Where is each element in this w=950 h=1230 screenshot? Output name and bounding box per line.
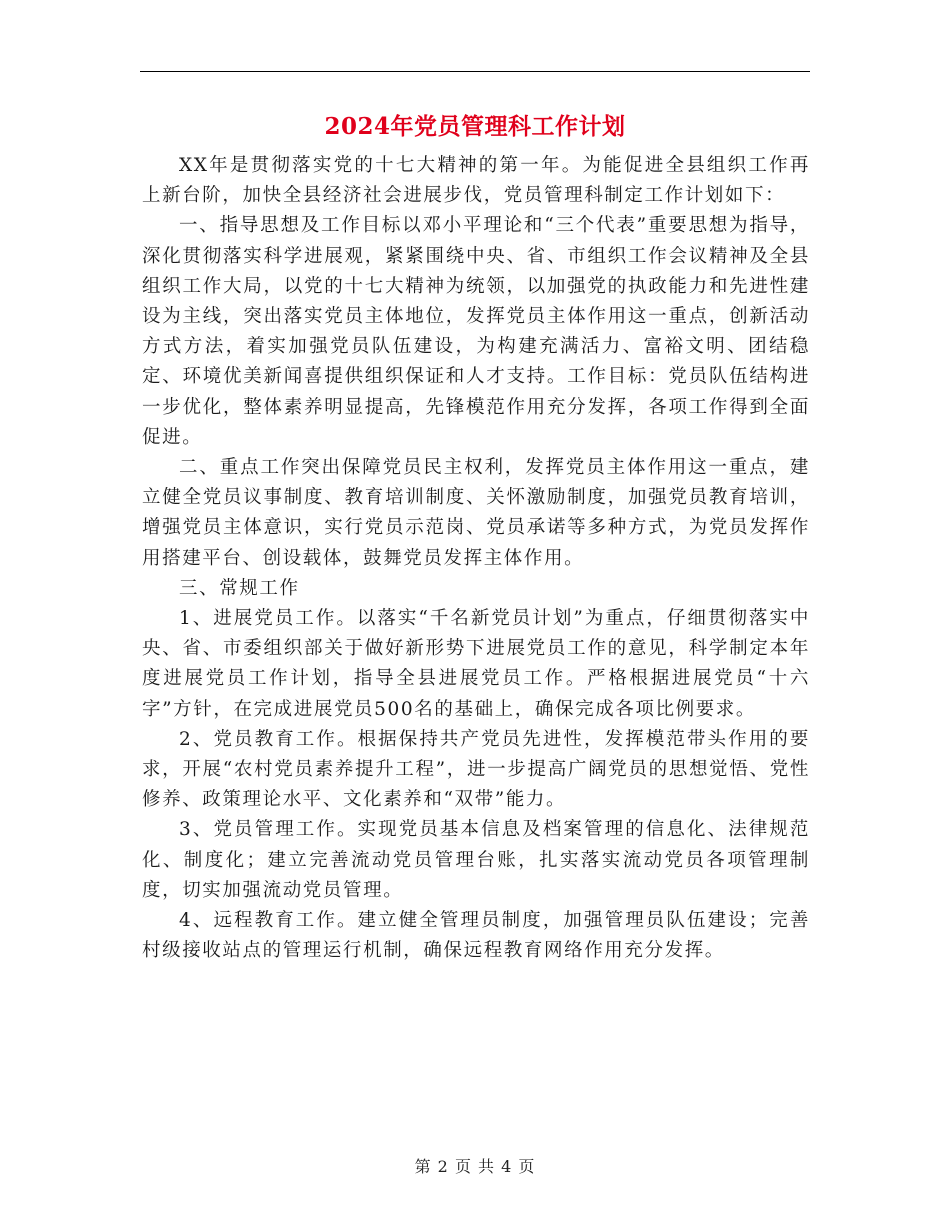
intro-paragraph: XX年是贯彻落实党的十七大精神的第一年。为能促进全县组织工作再上新台阶，加快全县经济社会进展步伐，党员管理科制定工作计划如下： bbox=[142, 155, 810, 207]
section-routine-work-heading: 三、常规工作 bbox=[179, 577, 300, 599]
page-number-footer: 第 2 页 共 4 页 bbox=[414, 1157, 536, 1176]
section-guiding-ideology: 一、指导思想及工作目标以邓小平理论和“三个代表”重要思想为指导，深化贯彻落实科学进展观，紧紧围绕中央、省、市组织工作会议精神及全县组织工作大局，以党的十七大精神为统领，以加强党的执政能力和先进性建设为主线，突出落实党员主体地位，发挥党员主体作用这一重点，创新活动方式方法，着实加强党员队伍建设，为构建充满活力、富裕文明、团结稳定、环境优美新闻喜提供组织保证和人才支持。工作目标：党员队伍结构进一步优化，整体素养明显提高，先锋模范作用充分发挥，各项工作得到全面促进。 bbox=[142, 215, 810, 448]
document-body bbox=[142, 151, 810, 966]
header-rule bbox=[140, 71, 810, 72]
item-member-education: 2、党员教育工作。根据保持共产党员先进性，发挥模范带头作用的要求，开展“农村党员素养提升工程”，进一步提高广阔党员的思想觉悟、党性修养、政策理论水平、文化素养和“双带”能力。 bbox=[142, 728, 810, 811]
item-member-development: 1、进展党员工作。以落实“千名新党员计划”为重点，仔细贯彻落实中央、省、市委组织部关于做好新形势下进展党员工作的意见，科学制定本年度进展党员工作计划，指导全县进展党员工作。严格根据进展党员“十六字”方针，在完成进展党员500名的基础上，确保完成各项比例要求。 bbox=[142, 608, 810, 720]
item-remote-education: 4、远程教育工作。建立健全管理员制度，加强管理员队伍建设；完善村级接收站点的管理运行机制，确保远程教育网络作用充分发挥。 bbox=[142, 910, 810, 962]
section-key-work: 二、重点工作突出保障党员民主权利，发挥党员主体作用这一重点，建立健全党员议事制度、教育培训制度、关怀激励制度，加强党员教育培训，增强党员主体意识，实行党员示范岗、党员承诺等多种方式，为党员发挥作用搭建平台、创设载体，鼓舞党员发挥主体作用。 bbox=[142, 457, 810, 569]
document-title: 2024年党员管理科工作计划 bbox=[324, 113, 626, 140]
item-member-management: 3、党员管理工作。实现党员基本信息及档案管理的信息化、法律规范化、制度化；建立完善流动党员管理台账，扎实落实流动党员各项管理制度，切实加强流动党员管理。 bbox=[142, 819, 810, 901]
